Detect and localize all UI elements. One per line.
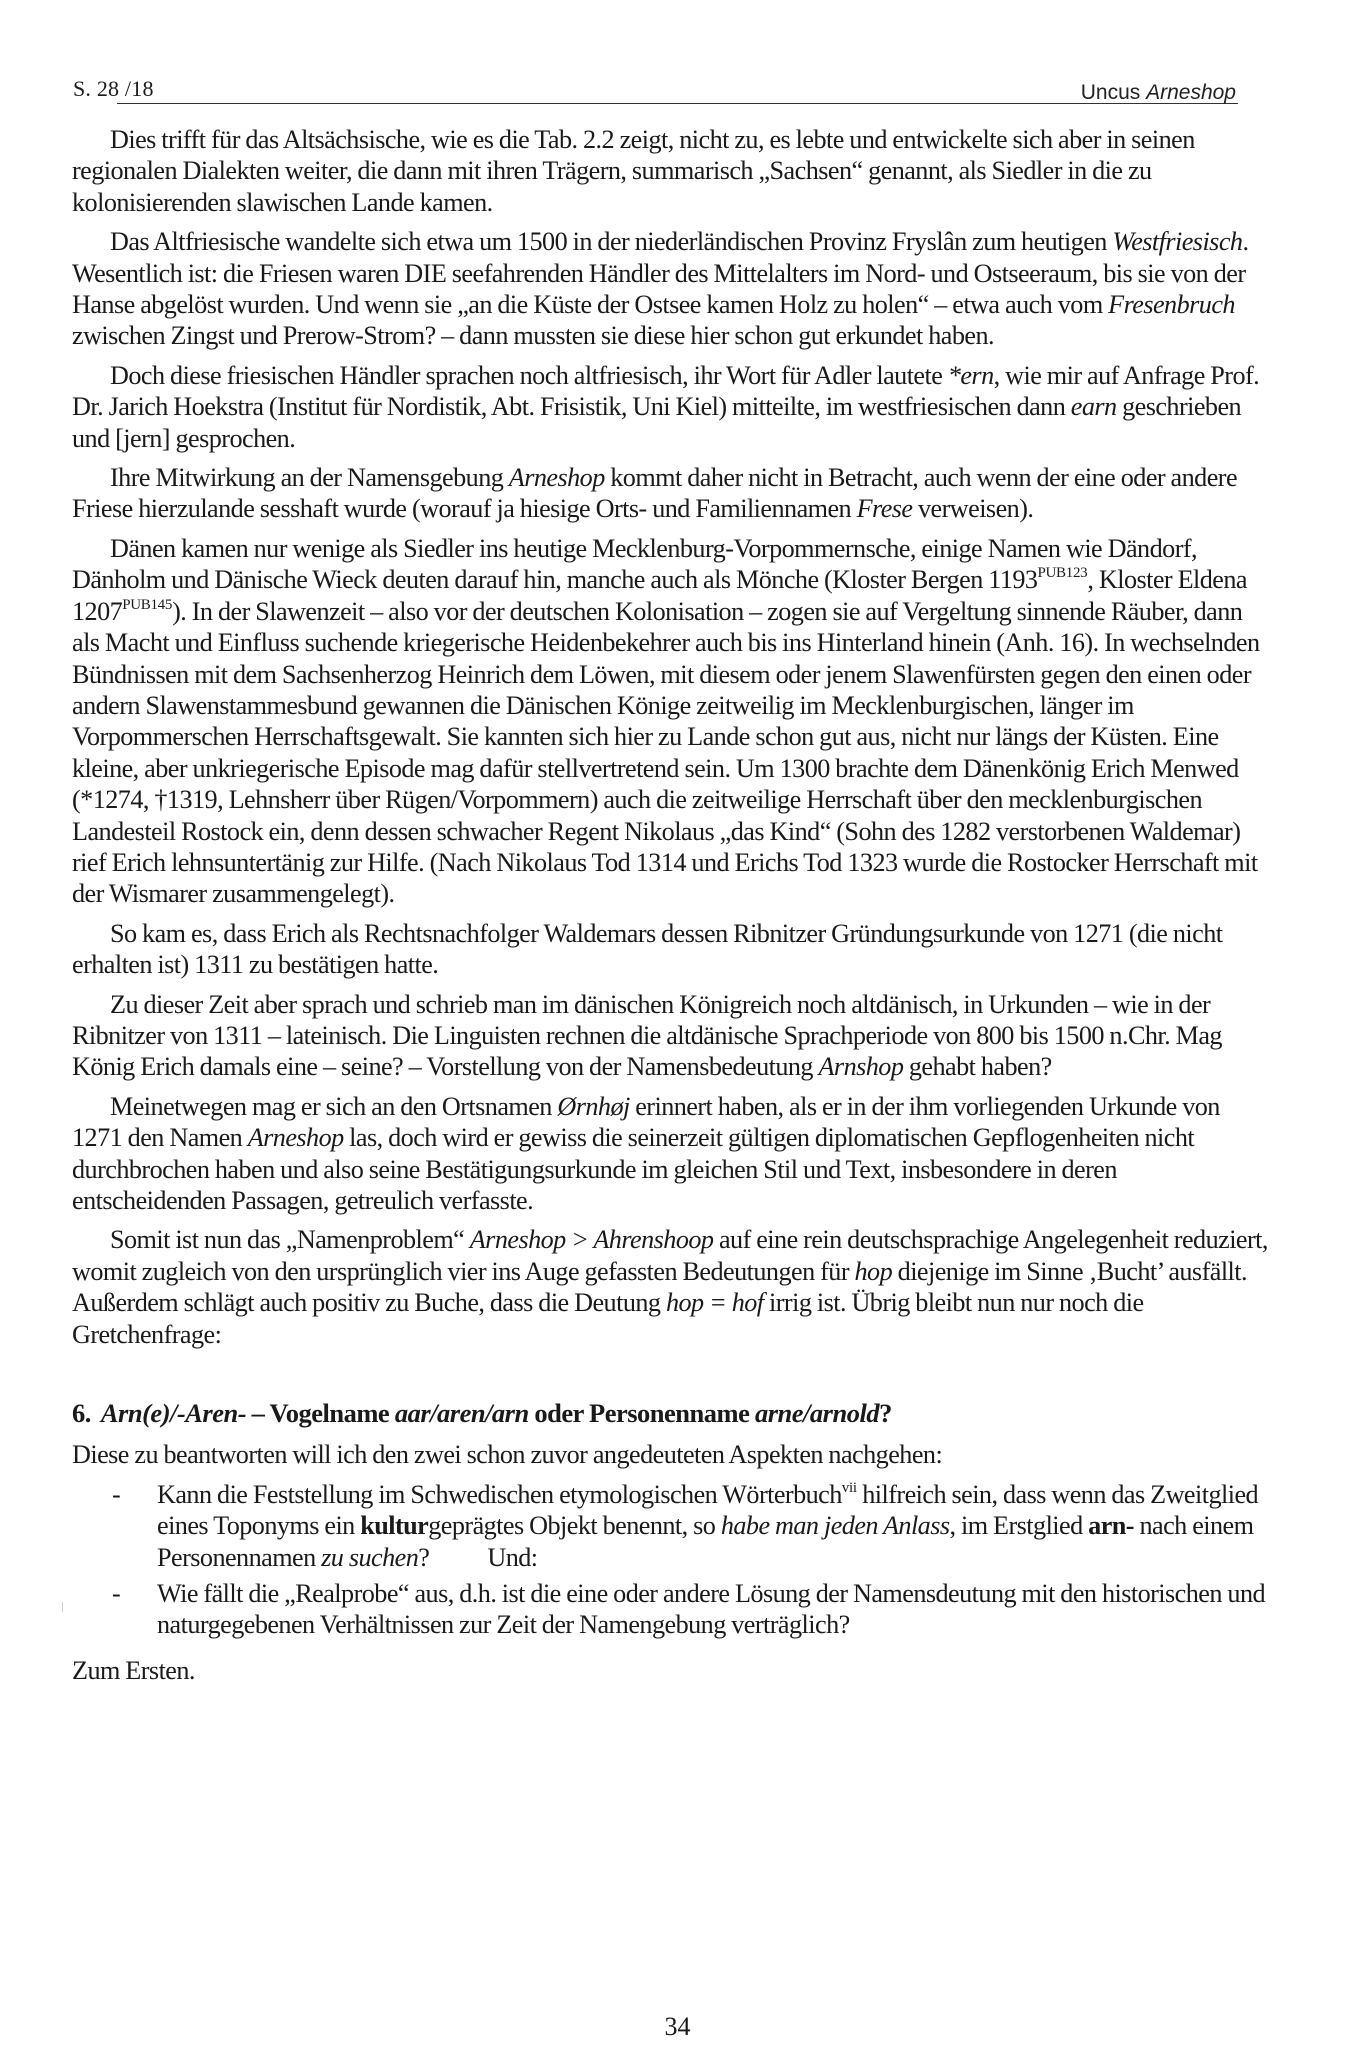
bold-term: kultur <box>360 1511 429 1541</box>
italic-term: Frese <box>856 494 913 524</box>
italic-term: Arneshop <box>247 1123 344 1153</box>
running-title-italic: Arneshop <box>1146 81 1236 104</box>
page-reference: S. 28 /18 <box>73 76 154 101</box>
text-run: – Vogelname <box>246 1398 395 1429</box>
list-item <box>72 1479 1270 1573</box>
text-run: verweisen). <box>912 494 1034 524</box>
text-run: ? <box>879 1398 892 1429</box>
italic-term: Fresenbruch <box>1108 290 1235 320</box>
text-run: auf eine rein deutschsprachige Angelegenheit reduziert, womit zugleich von den ursprünglich vier ins Auge gefassten Bedeutungen für <box>72 1225 1268 1286</box>
text-run: Dänen kamen nur wenige als Siedler ins heutige Mecklenburg-Vorpommernsche, einige Namen wie Dändorf, Dänholm und Dänische Wieck deuten darauf hin, manche auch als Mönche (Kloster Bergen 1193 <box>72 533 1198 595</box>
header-rule <box>117 103 1238 104</box>
paragraph <box>72 1091 1270 1217</box>
paragraph <box>72 462 1270 525</box>
text-run: Somit ist nun das „Namenproblem“ <box>110 1225 470 1255</box>
paragraph <box>72 989 1270 1083</box>
paragraph <box>72 533 1270 910</box>
text-run: Doch diese friesischen Händler sprachen noch altfriesisch, ihr Wort für Adler lautete <box>110 360 948 390</box>
page-header <box>73 76 1238 106</box>
italic-term: Arneshop > Ahrenshoop <box>469 1225 714 1255</box>
text-run: ). In der Slawenzeit – also vor der deutschen Kolonisation – zogen sie auf Vergeltung sinnende Räuber, dann als Macht und Einfluss suchende kriegerische Heidenbekehrer auch bis ins Hinterland hinein (Anh. 16). In wechselnden Bündnissen mit dem Sachsenherzog Heinrich dem Löwen, mit diesem oder jenem Slawenfürsten gegen den einen oder andern Slawenstammesbund gewannen die Dänischen Könige zeitweilig im Mecklenburgischen, länger im Vorpommerschen Herrschaftsgewalt. Sie kannten sich hier zu Lande schon gut aus, nicht nur längs der Küsten. Eine kleine, aber unkriegerische Episode mag dafür stellvertretend sein. Um 1300 brachte dem Dänenkönig Erich Menwed (*1274, †1319, Lehnsherr über Rügen/Vorpommern) auch die zeitweilige Herrschaft über den mecklenburgischen Landesteil Rostock ein, denn dessen schwacher Regent Nikolaus „das Kind“ (Sohn des 1282 verstorbenen Waldemar) rief Erich lehnsuntertänig zur Hilfe. (Nach Nikolaus Tod 1314 und Erichs Tod 1323 wurde die Rostocker Herrschaft mit der Wismarer zusammengelegt). <box>72 596 1260 909</box>
paragraph <box>72 124 1270 218</box>
italic-term: zu suchen <box>321 1542 419 1572</box>
italic-term: habe man jeden Anlass <box>720 1511 950 1541</box>
text-run: nach einem Personennamen <box>157 1511 1254 1572</box>
footnote-reference: PUB145 <box>122 596 173 613</box>
text-run: , Kloster Eldena 1207 <box>72 565 1247 626</box>
text-run: geprägtes Objekt benennt, so <box>428 1511 721 1541</box>
paragraph <box>72 360 1270 454</box>
text-run: geschrieben und [jern] gesprochen. <box>72 392 1242 453</box>
text-run: irrig ist. Übrig bleibt nun nur noch die Gretchenfrage: <box>72 1288 1144 1349</box>
text-run: erinnert haben, als er in der ihm vorliegenden Urkunde von 1271 den Namen <box>72 1091 1220 1153</box>
list-item <box>72 1578 1270 1641</box>
text-run: kommt daher nicht in Betracht, auch wenn der eine oder andere Friese hierzulande sesshaft wurde (worauf ja hiesige Orts- und Familiennamen <box>72 463 1238 524</box>
text-run: las, doch wird er gewiss die seinerzeit gültigen diplomatischen Gepflogenheiten nicht durchbrochen haben und also seine Bestätigungsurkunde im gleichen Stil und Text, insbesondere in deren entscheidenden Passagen, getreulich verfasste. <box>72 1123 1195 1215</box>
italic-term: hop <box>854 1256 893 1286</box>
text-run: zwischen Zingst und Prerow-Strom? – dann mussten sie diese hier schon gut erkundet haben. <box>72 321 995 351</box>
running-title <box>1081 81 1236 105</box>
footnote-reference: PUB123 <box>1037 565 1088 582</box>
page-number: 34 <box>664 2012 691 2041</box>
paragraph <box>72 918 1270 981</box>
italic-term: Arn(e)/-Aren- <box>100 1398 247 1429</box>
text-run: Wie fällt die „Realprobe“ aus, d.h. ist die eine oder andere Lösung der Namensdeutung mit den historischen und naturgegebenen Verhältnissen zur Zeit der Namengebung verträglich? <box>157 1579 1266 1640</box>
text-run: Kann die Feststellung im Schwedischen etymologischen Wörterbuch <box>157 1479 842 1509</box>
italic-term: earn <box>1070 392 1117 422</box>
italic-term: arne/arnold <box>754 1398 880 1429</box>
text-run: Meinetwegen mag er sich an den Ortsnamen <box>110 1091 558 1121</box>
italic-term: *ern <box>947 360 994 390</box>
paragraph-group <box>72 124 1270 1350</box>
text-run: oder Personenname <box>528 1398 755 1429</box>
text-run: , im Erstglied <box>949 1511 1089 1541</box>
text-run: ? <box>418 1542 430 1572</box>
text-run: , wie mir auf Anfrage Prof. Dr. Jarich Hoekstra (Institut für Nordistik, Abt. Frisistik, Uni Kiel) mitteilte, im westfriesischen dann <box>72 360 1260 422</box>
italic-term: aar/aren/arn <box>394 1398 529 1429</box>
text-run: Das Altfriesische wandelte sich etwa um 1500 in der niederländischen Provinz Fryslân zum heutigen <box>110 227 1113 257</box>
text-run: hilfreich sein, dass wenn das Zweitglied eines Toponyms ein <box>157 1479 1259 1541</box>
running-title-plain: Uncus <box>1080 81 1147 104</box>
section-number: 6. <box>72 1398 91 1429</box>
section-intro: Diese zu beantworten will ich den zwei schon zuvor angedeuteten Aspekten nachgehen: <box>72 1440 943 1470</box>
text-run: Zu dieser Zeit aber sprach und schrieb man im dänischen Königreich noch altdänisch, in Urkunden – wie in der Ribnitzer von 1311 – lateinisch. Die Linguisten rechnen die altdänische Sprachperiode von 800 bis 1500 n.Chr. Mag König Erich damals eine – seine? – Vorstellung von der Namensbedeutung <box>72 989 1222 1082</box>
dash-bullet-icon: - <box>112 1479 121 1509</box>
dash-bullet-icon: - <box>112 1579 121 1609</box>
italic-term: Ørnhøj <box>557 1091 630 1121</box>
italic-term: Westfriesisch <box>1112 227 1243 257</box>
italic-term: Arneshop <box>508 463 605 493</box>
section-title <box>101 1398 892 1428</box>
text-run: diejenige im Sinne ‚Bucht’ ausfällt. Außerdem schlägt auch positiv zu Buche, dass die Deutung <box>72 1256 1247 1318</box>
closing-line: Zum Ersten. <box>72 1655 195 1685</box>
scan-margin-mark <box>62 1602 63 1612</box>
text-run: . Wesentlich ist: die Friesen waren DIE seefahrenden Händler des Mittelalters im Nord- und Ostseeraum, bis sie von der Hanse abgelöst wurden. Und wenn sie „an die Küste der Ostsee kamen Holz zu holen“ – etwa auch vom <box>72 227 1249 320</box>
list-connector: Und: <box>487 1542 538 1572</box>
paragraph <box>72 1224 1270 1350</box>
text-run: Dies trifft für das Altsächsische, wie es die Tab. 2.2 zeigt, nicht zu, es lebte und entwickelte sich aber in seinen regionalen Dialekten weiter, die dann mit ihren Trägern, summarisch „Sachsen“ genannt, als Siedler in die zu kolonisierenden slawischen Lande kamen. <box>72 125 1195 217</box>
question-list <box>72 1479 1270 1641</box>
text-run: gehabt haben? <box>903 1052 1052 1082</box>
paragraph <box>72 226 1270 352</box>
section-heading <box>72 1398 1270 1429</box>
bold-term: arn- <box>1088 1511 1134 1541</box>
italic-term: hop = hof <box>665 1288 764 1318</box>
footnote-reference: vii <box>841 1479 857 1496</box>
italic-term: Arnshop <box>818 1052 904 1082</box>
text-run: Ihre Mitwirkung an der Namensgebung <box>110 463 509 493</box>
text-run: So kam es, dass Erich als Rechtsnachfolger Waldemars dessen Ribnitzer Gründungsurkunde von 1271 (die nicht erhalten ist) 1311 zu bestätigen hatte. <box>72 918 1223 980</box>
document-body <box>72 124 1270 1694</box>
